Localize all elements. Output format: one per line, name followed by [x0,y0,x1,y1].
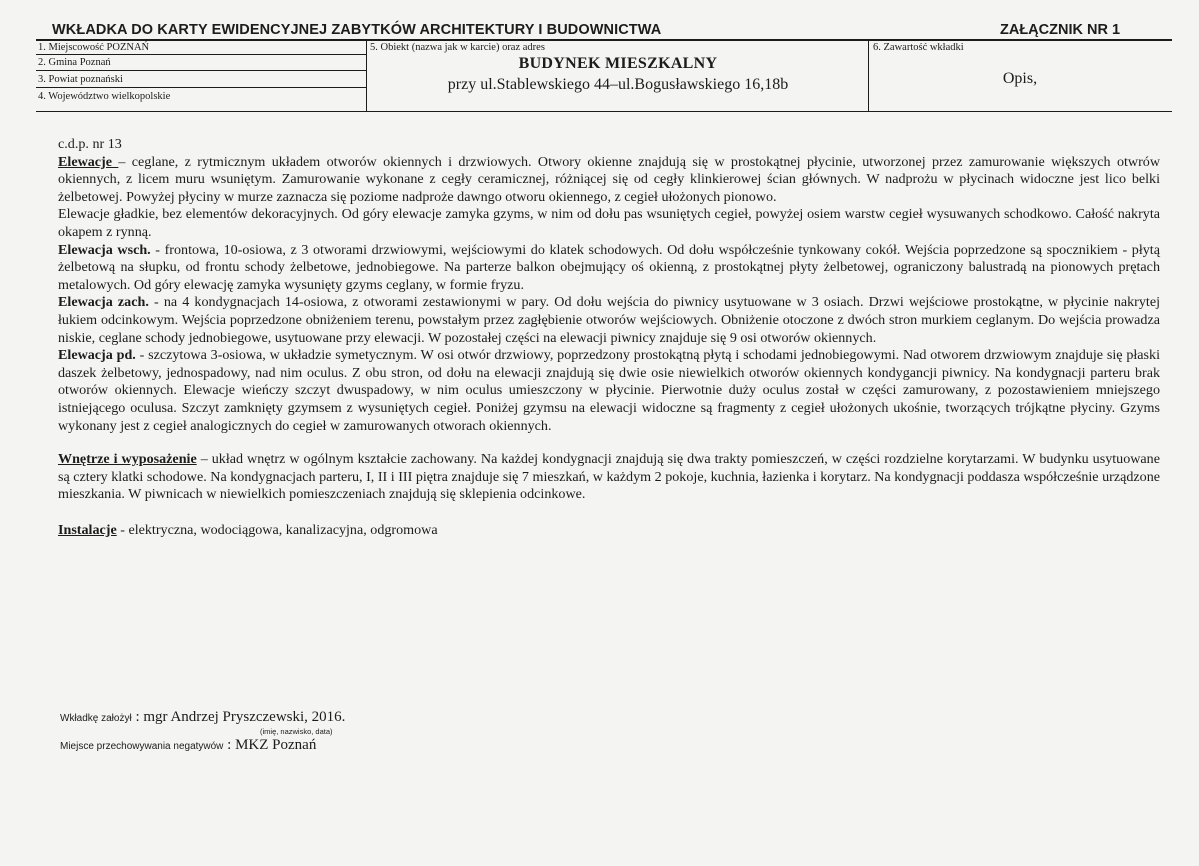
annex-label: ZAŁĄCZNIK NR 1 [1000,22,1121,38]
divider [868,40,869,112]
heading-installations: Instalacje [58,521,117,538]
spacer [58,435,1160,451]
text-installations: - elektryczna, wodociągowa, kanalizacyjna, odgromowa [116,521,438,538]
field-commune: 2. Gmina Poznań [38,57,111,68]
paragraph-installations [58,522,1160,540]
object-name: BUDYNEK MIESZKALNY [518,55,718,72]
paragraph-elevations-2: Elewacje gładkie, bez elementów dekoracyjnych. Od góry elewacje zamyka gzyms, w nim od dołu pas wsuniętych cegieł, powyżej osiem warstw cegieł wysuwanych schodkowo. Całość nakryta okapem z rynną. [58,206,1160,240]
divider [36,70,366,71]
text-elevations: – ceglane, z rytmicznym układem otworów okiennych i drzwiowych. Otwory okienne znajdują się w prostokątnej płycinie, utworzonej przez zamurowanie większych otwrów okiennych, z licem muru wsuniętym. Zamurowanie wykonane z cegły ceramicznej, różniącej się od cegły klinkierowej ścian głównych. W nadprożu w płycinach widoczne jest lico belki żelbetowej. Powyżej płyciny w murze zaznacza się poziome nadproże dawngo otworu okiennego, z cegieł ułożonych pionowo. [58,153,1160,205]
divider [36,87,366,88]
author-line [60,709,346,736]
heading-south: Elewacja pd. [58,347,136,364]
header-box-bottom [36,111,1172,112]
field-locality: 1. Miejscowość POZNAŃ [38,42,150,53]
form-title: WKŁADKA DO KARTY EWIDENCYJNEJ ZABYTKÓW ARCHITEKTURY I BUDOWNICTWA [52,22,662,38]
paragraph-elevations [58,154,1160,207]
storage-value: : MKZ Poznań [223,737,317,753]
text-south: - szczytowa 3-osiowa, w układzie symetycznym. W osi otwór drzwiowy, poprzedzony prostokątną płytą i schodami jednobiegowymi. Nad otworem drzwiowym znajduje się płaski daszek żelbetowy, jednospadowy, nad nim oculus. Z obu stron, od dołu na elewacji znajdują się dwie osie niewielkich otworów okiennych kondygancji piwnicy. Na kondygnacji parteru brak otworów okiennych. Elewacje wieńczy szczyt dwuspadowy, w nim oculus umieszczony w płycinie. Pierwotnie duży oculus został w części zamurowany, z pozostawieniem mniejszego istniejącego oculusa. Szczyt zamknięty gzymsem z wysuniętych cegieł. Poniżej gzymsu na elewacji widoczne są fragmenty z cegieł ułożonych ukośnie, tworzących trójkątne płyciny. Gzyms wykonany jest z cegieł analogicznych do cegieł w zamurowanych otworach okiennych. [58,347,1160,434]
field-district: 3. Powiat poznański [38,74,123,85]
author-label: Wkładkę założył [60,713,132,724]
spacer [58,504,1160,522]
object-address: przy ul.Stablewskiego 44–ul.Bogusławskiego 16,18b [447,76,789,93]
paragraph-east [58,242,1160,295]
field-object-label: 5. Obiekt (nazwa jak w karcie) oraz adres [370,42,545,53]
author-note: (imię, nazwisko, data) [260,727,333,736]
description-body [58,136,1160,539]
divider [36,54,366,55]
field-voivodeship: 4. Województwo wielkopolskie [38,91,171,102]
paragraph-south [58,347,1160,435]
content-value: Opis, [1002,70,1038,87]
heading-west: Elewacja zach. [58,294,149,311]
storage-line [60,737,316,754]
cdp-ref: c.d.p. nr 13 [58,136,122,152]
paragraph-west [58,294,1160,347]
heading-elevations: Elewacje [58,153,119,170]
divider [366,40,367,112]
text-east: - frontowa, 10-osiowa, z 3 otworami drzwiowymi, wejściowymi do klatek schodowych. Od dołu współcześnie tynkowany cokół. Wejścia poprzedzone są spocznikiem - płytą żelbetową na słupku, od frontu schody żelbetowe, jednobiegowe. Na parterze balkon obejmujący oś okienną, z prostokątnej płyty żelbetowej, ograniczony balustradą na pionowych prętach metalowych. Od góry elewację zamyka wysunięty gzyms ceglany, w formie fryzu. [58,241,1160,293]
text-west: - na 4 kondygnacjach 14-osiowa, z otworami zestawionymi w pary. Od dołu wejścia do piwnicy usytuowane w 3 osiach. Drzwi wejściowe prostokątne, w płycinie nakrytej łukiem odcinkowym. Wejścia poprzedzone obniżeniem terenu, powstałym przez zagłębienie otworów wejściowych. Obniżenie otoczone z dwóch stron murkiem ceglanym. Do wejścia prowadza niskie, ceglane schody jednobiegowe, usytuowane przy elewacji. W pozostałej części na elewacji piwnicy znajduje się 9 osi otworów okiennych. [58,294,1160,346]
author-value: : mgr Andrzej Pryszczewski, 2016. [131,709,346,725]
field-content-label: 6. Zawartość wkładki [873,42,964,53]
header-rule [36,39,1172,41]
heading-east: Elewacja wsch. [58,241,151,258]
heading-interior: Wnętrze i wyposażenie [58,451,197,468]
paragraph-interior [58,451,1160,504]
text-interior: – układ wnętrz w ogólnym kształcie zachowany. Na każdej kondygnacji znajdują się dwa trakty pomieszczeń, w części rozdzielne korytarzami. W budynku usytuowane są cztery klatki schodowe. Na kondygnacjach parteru, I, II i III piętra znajduje się 7 mieszkań, w każdym 2 pokoje, kuchnia, łazienka i korytarz. Na kondygnacji poddasza współcześnie urządzone mieszkania. W piwnicach w niewielkich pomieszczeniach znajdują się sklepienia odcinkowe. [58,451,1160,503]
storage-label: Miejsce przechowywania negatywów [60,741,224,752]
